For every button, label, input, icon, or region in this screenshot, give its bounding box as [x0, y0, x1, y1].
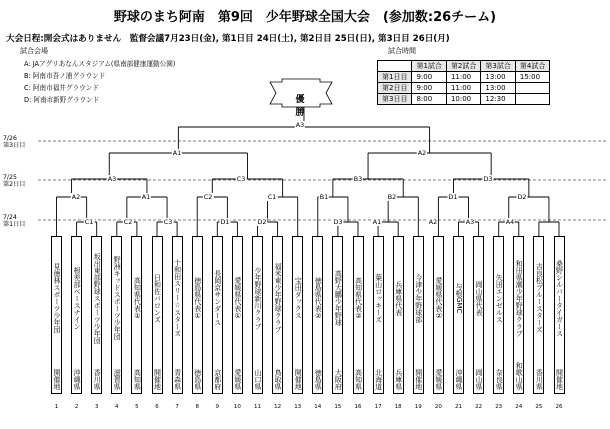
team-prefecture: 香川県 [93, 369, 102, 390]
team-number: 14 [314, 404, 322, 410]
team-name: 葉山ロッキーズ [374, 273, 383, 323]
team-box [433, 236, 444, 394]
team-number: 8 [195, 404, 199, 410]
team-name: 少年野球新川クラブ [254, 266, 262, 330]
team-prefecture: 奈良県 [495, 369, 504, 390]
schedule-col-3: 第3試合 [481, 61, 515, 72]
team-number: 4 [115, 404, 119, 410]
day-label-3 [3, 135, 26, 149]
team-name: 根差部ベースナイン [73, 266, 82, 330]
team-name: 徳島県代表② [314, 276, 323, 320]
team-box [192, 236, 203, 394]
schedule-cell: 12:30 [481, 94, 515, 105]
team-name: 矢田エンゼルス [495, 273, 504, 323]
team-prefecture: 開催地 [414, 369, 423, 390]
team-box [332, 236, 343, 394]
team-box [413, 236, 424, 394]
day-date: 7/25 [3, 174, 17, 181]
day-label-2 [3, 174, 26, 188]
day-name: 第1日目 [3, 221, 26, 228]
match-label-r1: A3 [465, 218, 475, 226]
match-label-r2: C1 [267, 193, 277, 201]
match-label-semi: A1 [172, 149, 182, 157]
team-number: 16 [354, 404, 362, 410]
team-name: 与根GMC [455, 282, 463, 314]
team-number: 7 [175, 404, 179, 410]
team-prefecture: 京都府 [213, 369, 222, 390]
team-box [272, 236, 283, 394]
match-label-final: A3 [295, 121, 305, 129]
team-name: 和田県潮少年野球クラブ [515, 259, 524, 337]
match-label-r2: C2 [203, 193, 213, 201]
team-number: 20 [434, 404, 442, 410]
schedule-heading: 試合時間 [388, 47, 416, 55]
team-prefecture: 高知県 [133, 369, 142, 390]
team-name: 見徳林スポーツ少年団 [53, 263, 61, 333]
team-box [493, 236, 504, 394]
schedule-cell: 13:00 [481, 83, 515, 94]
match-label-r1: D1 [220, 218, 230, 226]
day-label-1 [3, 214, 26, 228]
team-prefecture: 徳島県 [193, 369, 202, 390]
page-title: 野球のまち阿南 第9回 少年野球全国大会 (参加数:26チーム) [113, 10, 497, 25]
match-label-qf: C3 [236, 175, 246, 183]
team-name: 今津少年野球部 [414, 273, 423, 323]
team-number: 19 [414, 404, 422, 410]
team-prefecture: 岡山県 [475, 369, 484, 390]
team-box [232, 236, 243, 394]
team-name: 十和田スリー☆スターズ [173, 259, 182, 337]
team-number: 6 [155, 404, 159, 410]
team-number: 3 [94, 404, 99, 410]
team-box [312, 236, 323, 394]
team-number: 2 [74, 404, 79, 410]
match-label-r1: D2 [257, 218, 267, 226]
team-number: 24 [515, 404, 523, 410]
team-prefecture: 沖縄県 [73, 369, 82, 390]
match-label-r1: C1 [84, 218, 94, 226]
team-number: 11 [254, 404, 261, 410]
team-box [353, 236, 364, 394]
team-name: 坂出東部野球スポーツ少年団 [93, 252, 102, 344]
team-prefecture: 鳥取県 [274, 369, 283, 390]
team-box [252, 236, 263, 394]
team-prefecture: 青森県 [173, 369, 182, 390]
team-prefecture: 開催地 [555, 369, 564, 390]
venue-a: A: JAアグリあなんスタジアム(県南部健康運動公園) [24, 60, 176, 68]
venue-d: D: 阿南市新野グラウンド [24, 96, 100, 104]
team-name: 高知県代表② [354, 276, 363, 320]
team-number: 18 [394, 404, 402, 410]
team-number: 1 [54, 404, 59, 410]
team-prefecture: 沖縄県 [455, 369, 463, 390]
schedule-cell: 13:00 [481, 72, 515, 83]
schedule-cell: 11:00 [446, 83, 480, 94]
team-name: 宝田ダックス [294, 277, 303, 319]
team-name: 兵庫県代表 [394, 280, 403, 316]
team-name: 高野大鵬少年野球 [334, 270, 343, 326]
match-label-qf: A3 [107, 175, 117, 183]
team-name: 吉良松ブルースターズ [535, 263, 544, 333]
team-prefecture: 山口県 [254, 369, 262, 390]
team-name: 徳島県代表① [193, 276, 202, 320]
team-name: 福米東少年野球クラブ [274, 263, 283, 333]
team-prefecture: 開催地 [53, 369, 61, 390]
team-box [473, 236, 484, 394]
venue-heading: 試合会場 [20, 47, 48, 55]
team-prefecture: 和歌山県 [515, 362, 524, 390]
team-prefecture: 北海道 [374, 369, 383, 390]
team-box [554, 236, 565, 394]
team-box [91, 236, 102, 394]
team-box [453, 236, 464, 394]
team-box [71, 236, 82, 394]
team-number: 13 [294, 404, 302, 410]
team-prefecture: 開催地 [294, 369, 303, 390]
schedule-cell: 11:00 [446, 72, 480, 83]
match-label-qf: D3 [483, 175, 493, 183]
team-prefecture: 兵庫県 [394, 369, 403, 390]
schedule-cell: 8:00 [412, 94, 446, 105]
team-box [212, 236, 223, 394]
team-prefecture: 開催地 [153, 369, 162, 390]
team-number: 15 [334, 404, 342, 410]
day-name: 第2日目 [3, 181, 26, 188]
match-label-r1: D3 [333, 218, 343, 226]
match-label-r1: C3 [163, 218, 173, 226]
team-name: 愛媛県代表① [233, 276, 242, 320]
team-box [513, 236, 524, 394]
team-name: 桑野シルバータイガース [555, 259, 564, 337]
team-number: 23 [495, 404, 503, 410]
match-label-r1: A1 [372, 218, 382, 226]
team-box [172, 236, 183, 394]
team-box [131, 236, 142, 394]
team-box [152, 236, 163, 394]
venue-c: C: 阿南市福井グラウンド [24, 84, 99, 92]
team-name: 野洲キッドスポーツ少年団 [113, 256, 122, 340]
day-name: 第3日目 [3, 142, 26, 149]
match-label-r2: D2 [517, 193, 527, 201]
team-box [51, 236, 62, 394]
match-label-r2: A2 [71, 193, 81, 201]
schedule-col-4: 第4試合 [515, 61, 549, 72]
champion-label: 優 勝 [295, 95, 318, 118]
team-box [111, 236, 122, 394]
team-name: 長岡京サンダース [213, 270, 222, 326]
schedule-col-2: 第2試合 [446, 61, 480, 72]
team-box [292, 236, 303, 394]
schedule-cell: 10:00 [446, 94, 480, 105]
team-number: 10 [233, 404, 241, 410]
team-prefecture: 滋賀県 [113, 369, 122, 390]
match-label-r2: B2 [387, 193, 397, 201]
schedule-cell: 第2日目 [378, 83, 412, 94]
match-label-r1: C2 [123, 218, 133, 226]
team-name: 高知県代表① [133, 276, 142, 320]
match-label-r1: A2 [428, 218, 438, 226]
team-prefecture: 徳島県 [314, 369, 323, 390]
venue-b: B: 阿南市吾ノ浦グラウンド [24, 72, 106, 80]
team-prefecture: 愛媛県 [233, 369, 242, 390]
team-number: 22 [475, 404, 483, 410]
team-box [533, 236, 544, 394]
team-prefecture: 大阪府 [334, 369, 343, 390]
match-label-r2: D1 [448, 193, 458, 201]
team-box [393, 236, 404, 394]
schedule-cell: 9:00 [412, 72, 446, 83]
match-label-r2: B1 [319, 193, 329, 201]
day-date: 7/26 [3, 135, 17, 142]
team-number: 21 [455, 404, 462, 410]
team-number: 26 [555, 404, 563, 410]
team-number: 12 [274, 404, 282, 410]
match-label-qf: B3 [353, 175, 363, 183]
schedule-cell: 9:00 [412, 83, 446, 94]
day-date: 7/24 [3, 214, 17, 221]
team-box [373, 236, 384, 394]
team-number: 17 [374, 404, 382, 410]
team-name: 日和佐バロンズ [153, 273, 162, 323]
team-name: 愛媛県代表② [434, 276, 443, 320]
match-label-r1: A4 [505, 218, 515, 226]
schedule-notice: 大会日程:開会式はありません 監督会議7月23日(金), 第1日目 24日(土), 第2日目 25日(日), 第3日目 26日(月) [6, 34, 450, 44]
schedule-cell: 第1日目 [378, 72, 412, 83]
match-label-r2: A1 [141, 193, 151, 201]
team-number: 25 [535, 404, 543, 410]
team-number: 9 [215, 404, 220, 410]
team-prefecture: 愛媛県 [434, 369, 443, 390]
team-prefecture: 高知県 [354, 369, 363, 390]
team-name: 岡山県代表 [475, 280, 484, 316]
schedule-cell: 15:00 [515, 72, 549, 83]
schedule-col-1: 第1試合 [412, 61, 446, 72]
team-prefecture: 香川県 [535, 369, 544, 390]
schedule-cell: 第3日目 [378, 94, 412, 105]
match-label-semi: A2 [417, 149, 427, 157]
team-number: 5 [135, 404, 139, 410]
bracket-tree [57, 107, 560, 236]
